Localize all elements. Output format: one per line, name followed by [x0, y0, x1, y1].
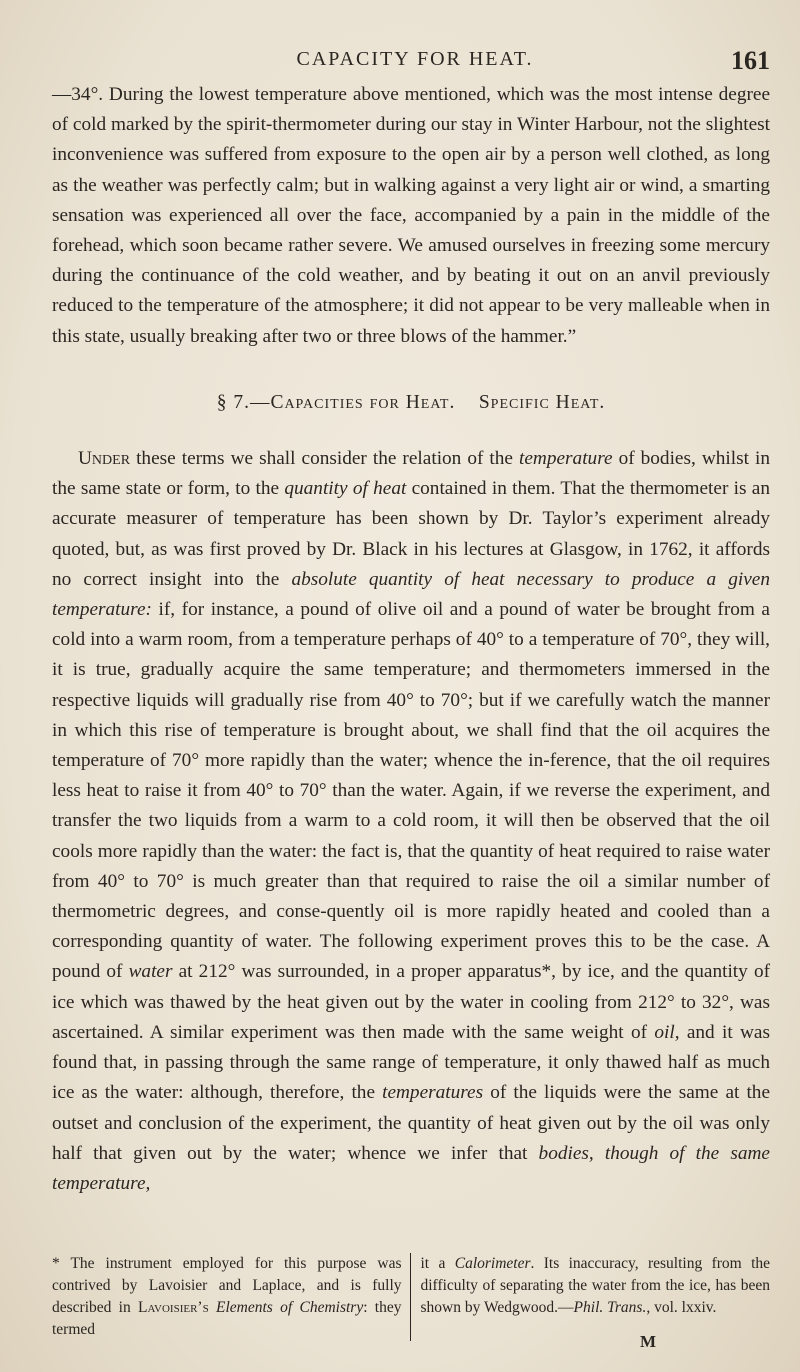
- footnote-text: . Its inaccuracy, resulting from the difficulty of separating the water from the ice, has been shown by Wedgwood.—: [420, 1255, 771, 1316]
- text-run: if, for instance, a pound of olive oil and a pound of water be brought from a cold into a warm room, from a temperature perhaps of 40° to a temperature of 70°, they will, it is true, gradually acquire the same temperature; and thermometers immersed in the respective liquids will gradually rise from 40° to 70°; but if we carefully watch the manner in which this rise of temperature is brought about, we shall find that the oil acquires the temperature of 70° more rapidly than the water; whence the in-ference, that the oil requires less heat to raise it from 40° to 70° than the water. Again, if we reverse the experiment, and transfer the two liquids from a warm to a cold room, it will then be observed that the oil cools more rapidly than the water: the fact is, that the quantity of heat required to raise water from 40° to 70° is much greater than that required to raise the oil a similar number of thermometric degrees, and conse-quently oil is more rapidly heated and cooled than a corresponding quantity of water. The following experiment proves this to be the case. A pound of: [52, 599, 770, 983]
- section-heading: [52, 388, 770, 418]
- text-run: of bodies, whilst in the same state or form, to the: [52, 448, 770, 500]
- footnote-column-left: [52, 1253, 411, 1341]
- emphasis-absolute: absolute quantity of heat necessary to produce a given temperature:: [52, 568, 770, 621]
- paragraph-lead-word: Under: [78, 448, 131, 470]
- footnote-author: Lavoisier’s: [138, 1299, 209, 1316]
- emphasis-water: water: [128, 961, 173, 983]
- text-run: at 212° was surrounded, in a proper apparatus*, by ice, and the quantity of ice which was thawed by the heat given out by the water in cooling from 212° to 32°, was ascertained. A similar experiment was then made with the same weight of: [52, 961, 771, 1043]
- emphasis-oil: oil: [654, 1021, 675, 1043]
- footnote-text: it a: [420, 1255, 455, 1272]
- paragraph-capacities: [52, 444, 770, 1199]
- text-run: these terms we shall consider the relation of the: [130, 448, 520, 470]
- section-number: § 7.—: [216, 391, 271, 413]
- text-run: , and it was found that, in passing through the same range of temperature, it only thawed half as much ice as the water: although, therefore, the: [52, 1021, 770, 1104]
- emphasis-bodies: bodies, though of the same temperature,: [52, 1142, 770, 1194]
- emphasis-temperature: temperature: [519, 448, 613, 470]
- page-number: 161: [731, 46, 770, 75]
- footnote-text: , vol. lxxiv.: [646, 1299, 717, 1316]
- footnote-text: * The instrument employed for this purpose was contrived by Lavoisier and Laplace, and is fully described in: [52, 1255, 402, 1316]
- section-title: Capacities for Heat.: [270, 391, 456, 413]
- emphasis-temperatures: temperatures: [382, 1082, 484, 1104]
- footnote-term: Calorimeter: [454, 1255, 531, 1272]
- emphasis-quantity: quantity of heat: [284, 478, 407, 500]
- paragraph-quote-continuation: —34°. During the lowest temperature above mentioned, which was the most intense degree of cold marked by the spirit-thermometer during our stay in Winter Harbour, not the slightest inconvenience was suffered from exposure to the open air by a person well clothed, as long as the weather was perfectly calm; but in walking against a very light air or wind, a smarting sensation was experienced all over the face, accompanied by a pain in the middle of the forehead, which soon became rather severe. We amused ourselves in freezing some mercury during the continuance of the cold weather, and by beating it out on an anvil previously reduced to the temperature of the atmosphere; it did not appear to be very malleable when in this state, usually breaking after two or three blows of the hammer.”: [52, 84, 770, 347]
- body-text: [52, 80, 770, 1199]
- footnote-title: Elements of Chemistry: [208, 1299, 364, 1316]
- text-run: of the liquids were the same at the outset and conclusion of the experiment, the quantity of heat given out by the oil was only half that given out by the water; whence we infer that: [52, 1082, 770, 1164]
- running-title: CAPACITY FOR HEAT.: [296, 48, 534, 70]
- footnotes: [52, 1253, 770, 1341]
- footnote-column-right: [421, 1253, 771, 1341]
- footnote-journal: Phil. Trans.: [573, 1299, 647, 1316]
- section-subtitle: Specific Heat.: [478, 391, 606, 413]
- signature-mark: M: [640, 1332, 657, 1351]
- footnote-text: : they termed: [52, 1299, 402, 1338]
- text-run: contained in them. That the thermometer is an accurate measurer of temperature has been shown by Dr. Taylor’s experiment already quoted, but, as was first proved by Dr. Black in his lectures at Glasgow, in 1762, it affords no correct insight into the: [52, 478, 770, 590]
- running-head: [60, 46, 770, 76]
